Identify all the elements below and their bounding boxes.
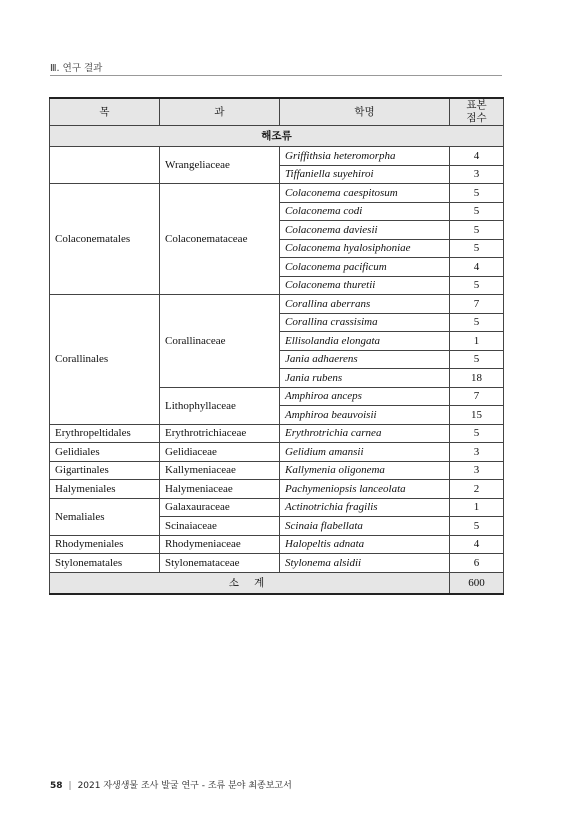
- specimen-table: [49, 97, 504, 595]
- species-cell: Jania adhaerens: [280, 350, 450, 369]
- order-cell: Halymeniales: [50, 480, 160, 499]
- table-row: [50, 498, 504, 517]
- header-divider: [50, 75, 502, 76]
- section-label: 해조류: [50, 126, 504, 147]
- order-cell: Gigartinales: [50, 461, 160, 480]
- total-row: [50, 572, 504, 594]
- species-cell: Halopeltis adnata: [280, 535, 450, 554]
- order-cell: Rhodymeniales: [50, 535, 160, 554]
- order-cell: Erythropeltidales: [50, 424, 160, 443]
- count-cell: 4: [450, 258, 504, 277]
- family-cell: Stylonemataceae: [160, 554, 280, 573]
- count-cell: 7: [450, 387, 504, 406]
- species-cell: Colaconema hyalosiphoniae: [280, 239, 450, 258]
- order-cell: Nemaliales: [50, 498, 160, 535]
- count-cell: 1: [450, 332, 504, 351]
- count-cell: 4: [450, 535, 504, 554]
- column-header-order: 목: [50, 98, 160, 126]
- species-cell: Corallina aberrans: [280, 295, 450, 314]
- family-cell: Colaconemataceae: [160, 184, 280, 295]
- species-cell: Colaconema caespitosum: [280, 184, 450, 203]
- total-value: 600: [450, 572, 504, 594]
- page-number: 58: [50, 781, 63, 791]
- family-cell: Kallymeniaceae: [160, 461, 280, 480]
- section-row: [50, 126, 504, 147]
- species-cell: Gelidium amansii: [280, 443, 450, 462]
- count-cell: 5: [450, 350, 504, 369]
- species-cell: Colaconema codi: [280, 202, 450, 221]
- order-cell: Stylonematales: [50, 554, 160, 573]
- page-footer: [50, 778, 292, 791]
- species-cell: Amphiroa anceps: [280, 387, 450, 406]
- species-cell: Griffithsia heteromorpha: [280, 147, 450, 166]
- table-row: [50, 554, 504, 573]
- count-cell: 3: [450, 165, 504, 184]
- count-cell: 2: [450, 480, 504, 499]
- order-cell: Gelidiales: [50, 443, 160, 462]
- family-cell: Erythrotrichiaceae: [160, 424, 280, 443]
- count-cell: 1: [450, 498, 504, 517]
- table-header-row: [50, 98, 504, 126]
- order-cell: [50, 147, 160, 184]
- column-header-family: 과: [160, 98, 280, 126]
- table-row: [50, 461, 504, 480]
- count-cell: 5: [450, 517, 504, 536]
- family-cell: Scinaiaceae: [160, 517, 280, 536]
- family-cell: Galaxauraceae: [160, 498, 280, 517]
- table-row: [50, 480, 504, 499]
- species-cell: Colaconema thuretii: [280, 276, 450, 295]
- species-cell: Ellisolandia elongata: [280, 332, 450, 351]
- species-cell: Actinotrichia fragilis: [280, 498, 450, 517]
- table-row: [50, 535, 504, 554]
- table-row: [50, 147, 504, 166]
- count-cell: 5: [450, 276, 504, 295]
- family-cell: Lithophyllaceae: [160, 387, 280, 424]
- count-cell: 4: [450, 147, 504, 166]
- species-cell: Colaconema daviesii: [280, 221, 450, 240]
- table-row: [50, 295, 504, 314]
- count-cell: 5: [450, 184, 504, 203]
- count-cell: 6: [450, 554, 504, 573]
- species-cell: Corallina crassisima: [280, 313, 450, 332]
- column-header-species: 학명: [280, 98, 450, 126]
- count-cell: 5: [450, 202, 504, 221]
- total-label-text: 소 계: [228, 576, 271, 589]
- family-cell: Wrangeliaceae: [160, 147, 280, 184]
- species-cell: Kallymenia oligonema: [280, 461, 450, 480]
- species-cell: Tiffaniella suyehiroi: [280, 165, 450, 184]
- count-cell: 5: [450, 424, 504, 443]
- species-cell: Amphiroa beauvoisii: [280, 406, 450, 425]
- table-row: [50, 443, 504, 462]
- running-header: Ⅲ. 연구 결과: [50, 63, 103, 74]
- order-cell: Corallinales: [50, 295, 160, 425]
- report-title: 2021 자생생물 조사 발굴 연구 - 조류 분야 최종보고서: [77, 781, 292, 791]
- family-cell: Corallinaceae: [160, 295, 280, 388]
- family-cell: Halymeniaceae: [160, 480, 280, 499]
- count-cell: 3: [450, 443, 504, 462]
- column-header-count: 표본 점수: [450, 98, 504, 126]
- order-cell: Colaconematales: [50, 184, 160, 295]
- species-cell: Stylonema alsidii: [280, 554, 450, 573]
- species-cell: Pachymeniopsis lanceolata: [280, 480, 450, 499]
- count-cell: 5: [450, 221, 504, 240]
- species-cell: Scinaia flabellata: [280, 517, 450, 536]
- count-cell: 7: [450, 295, 504, 314]
- footer-separator: |: [68, 781, 72, 791]
- family-cell: Rhodymeniaceae: [160, 535, 280, 554]
- count-cell: 5: [450, 239, 504, 258]
- count-cell: 5: [450, 313, 504, 332]
- species-cell: Jania rubens: [280, 369, 450, 388]
- table-row: [50, 184, 504, 203]
- family-cell: Gelidiaceae: [160, 443, 280, 462]
- count-cell: 18: [450, 369, 504, 388]
- count-cell: 15: [450, 406, 504, 425]
- total-label: [50, 572, 450, 594]
- table-row: [50, 424, 504, 443]
- count-cell: 3: [450, 461, 504, 480]
- species-cell: Colaconema pacificum: [280, 258, 450, 277]
- species-cell: Erythrotrichia carnea: [280, 424, 450, 443]
